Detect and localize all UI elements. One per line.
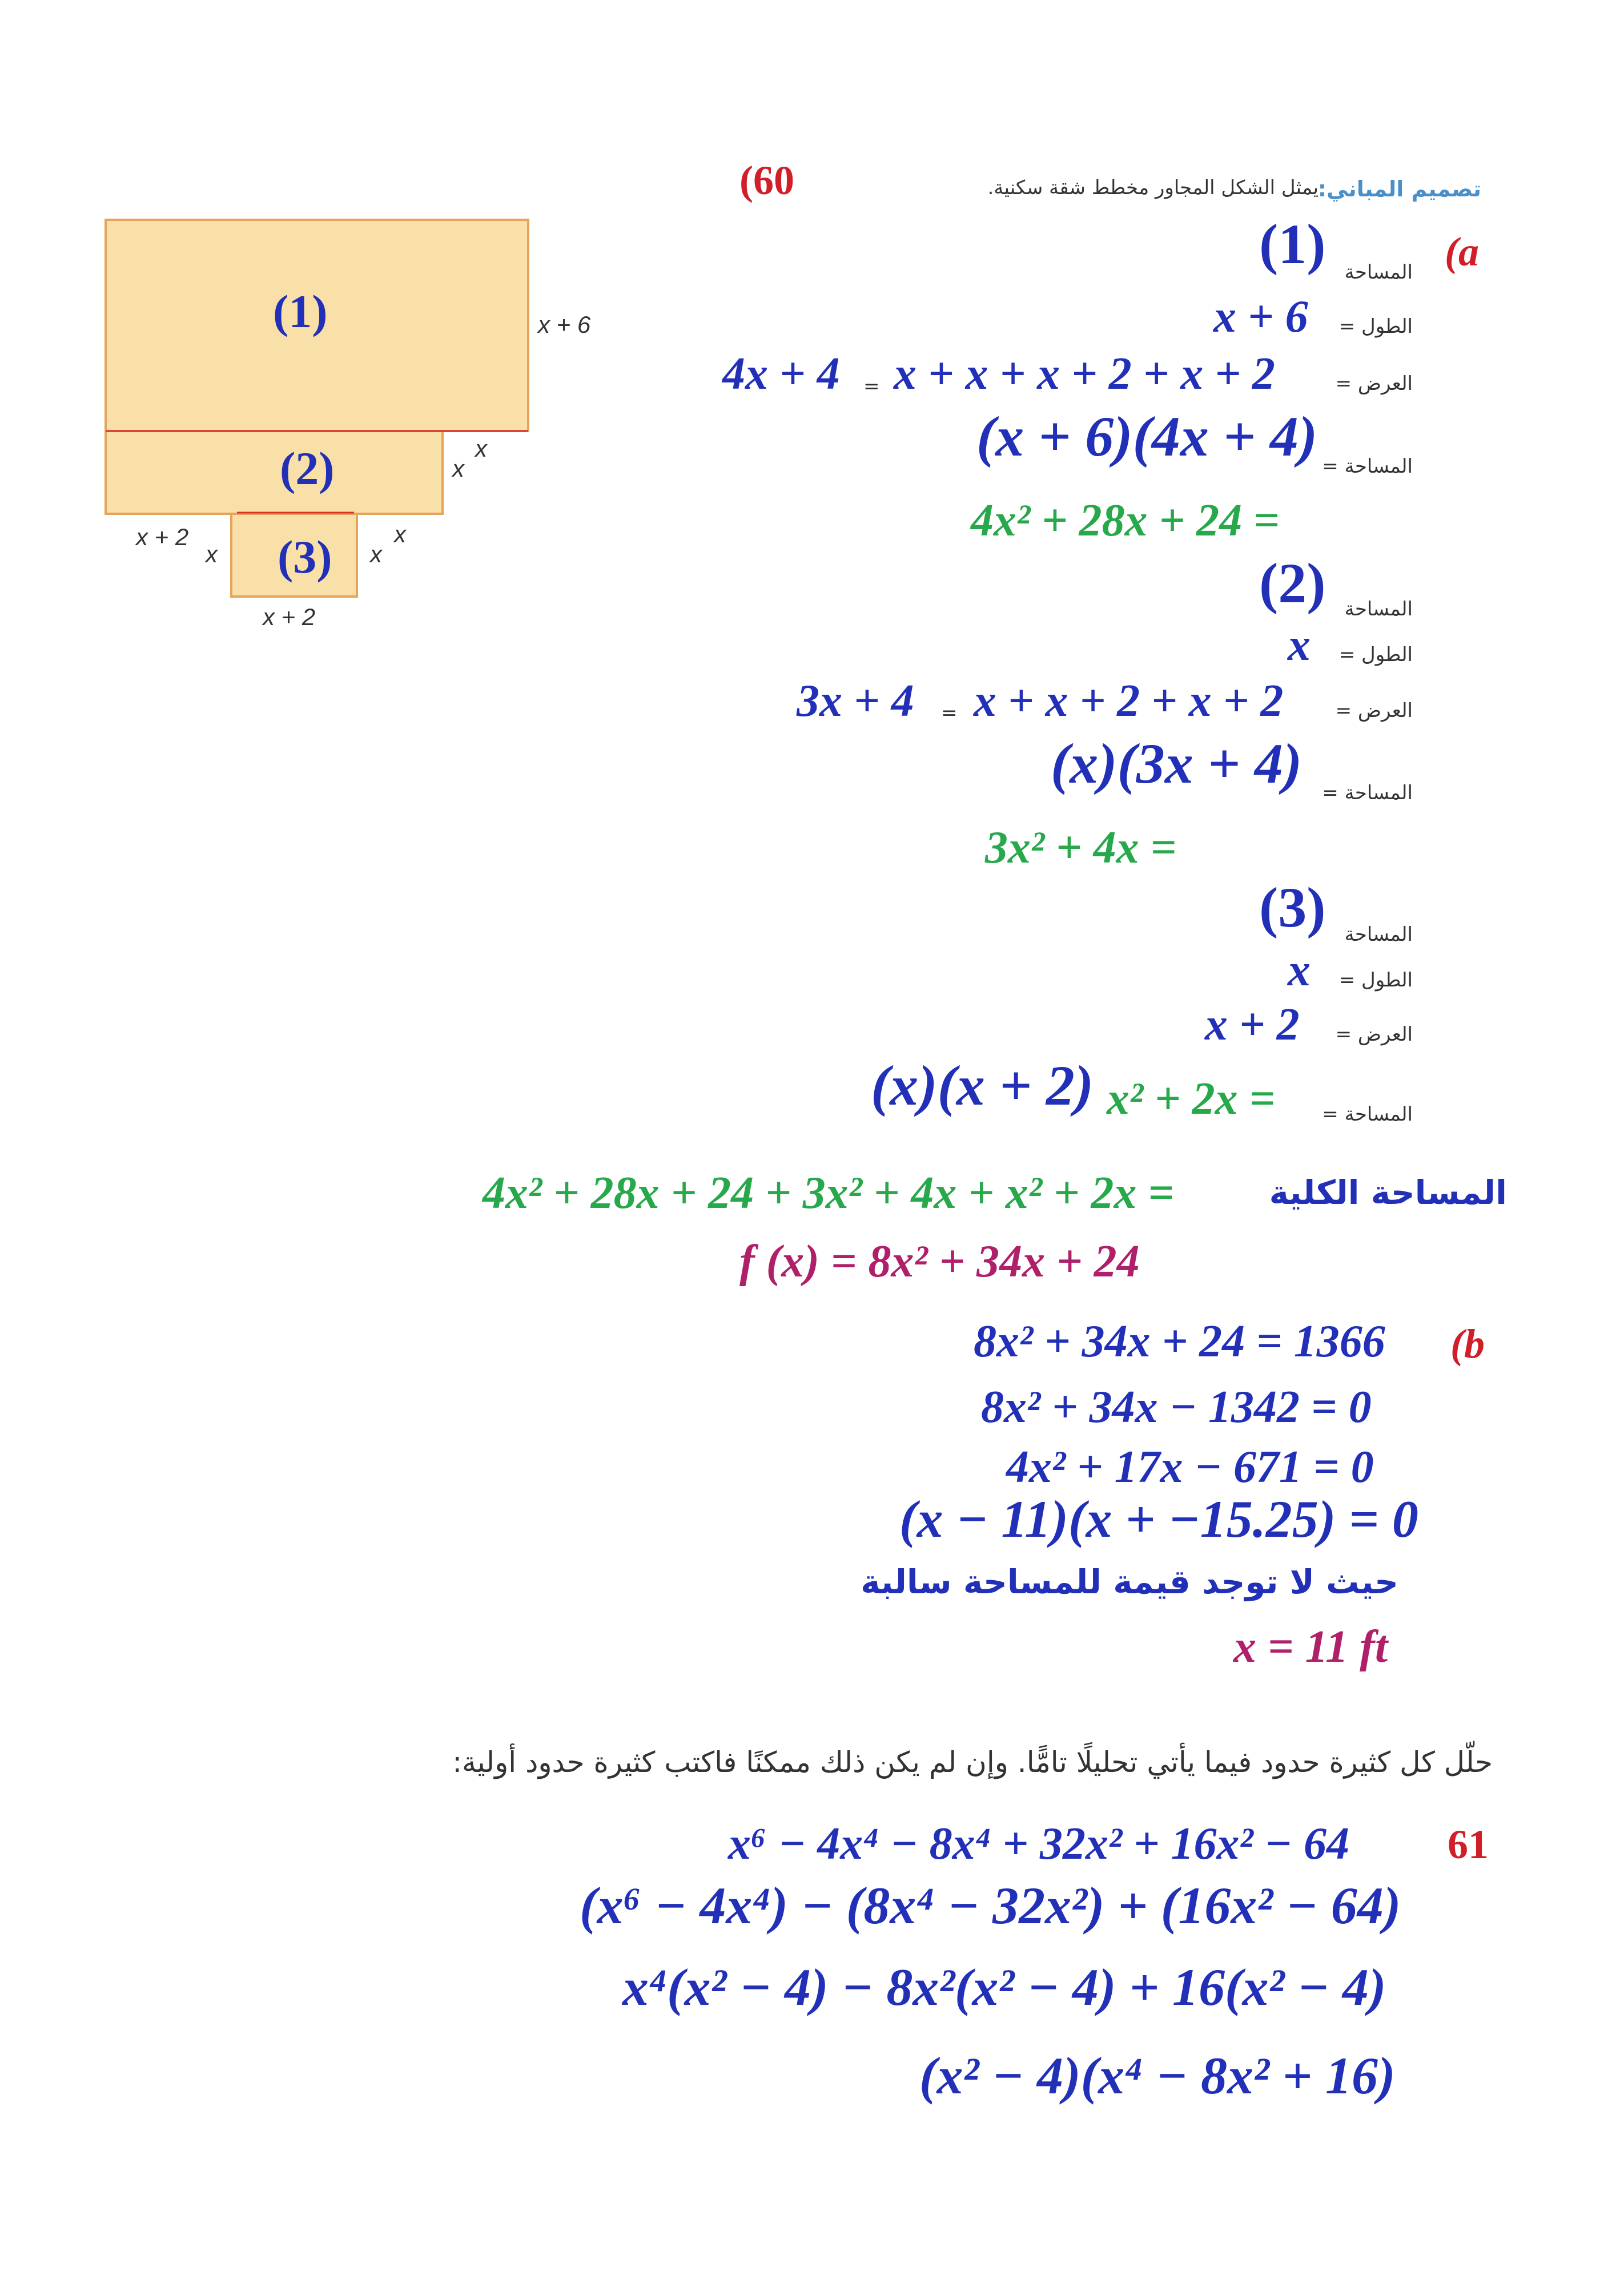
floor-plan-figure bbox=[97, 211, 622, 645]
part-b-step-3: 4x² + 17x − 671 = 0 bbox=[1006, 1442, 1374, 1492]
topic-heading: تصميم المباني: bbox=[1317, 176, 1481, 202]
r2-expanded: 3x² + 4x = bbox=[985, 823, 1177, 873]
p61-step-4: (x² − 4)(x⁴ − 8x² + 16) bbox=[919, 2047, 1396, 2105]
r2-length-label: الطول = bbox=[1338, 643, 1413, 666]
part-b-note: حيث لا توجد قيمة للمساحة سالبة bbox=[861, 1562, 1398, 1601]
p61-step-3: x⁴(x² − 4) − 8x²(x² − 4) + 16(x² − 4) bbox=[622, 1958, 1386, 2016]
factor-instructions: حلّل كل كثيرة حدود فيما يأتي تحليلًا تامًّا. وإن لم يكن ذلك ممكنًا فاكتب كثيرة حدود أولية: bbox=[452, 1746, 1493, 1779]
r3-product-label: المساحة = bbox=[1322, 1103, 1413, 1126]
r3-area-value: (3) bbox=[1259, 876, 1326, 939]
r2-product: (x)(3x + 4) bbox=[1051, 732, 1303, 795]
r1-product: (x + 6)(4x + 4) bbox=[976, 405, 1318, 468]
r2-width-label: العرض = bbox=[1335, 699, 1413, 722]
problem-61-number: 61 bbox=[1448, 1822, 1489, 1867]
r2-area-label: المساحة bbox=[1344, 598, 1413, 621]
dim-x-room3-top: x bbox=[394, 521, 406, 547]
room-1-label: (1) bbox=[273, 285, 328, 337]
r1-length-value: x + 6 bbox=[1213, 292, 1308, 342]
dim-x-plus-2-left: x + 2 bbox=[136, 523, 189, 550]
r1-width-eq: = bbox=[863, 375, 880, 398]
dim-x-room2: x bbox=[452, 455, 464, 482]
p61-step-2: (x⁶ − 4x⁴) − (8x⁴ − 32x²) + (16x² − 64) bbox=[580, 1876, 1401, 1935]
r3-length-value: x bbox=[1288, 945, 1311, 996]
intro-text: يمثل الشكل المجاور مخطط شقة سكنية. bbox=[987, 176, 1319, 199]
r1-width-value: x + x + x + 2 + x + 2 bbox=[894, 349, 1275, 399]
total-area-expr: 4x² + 28x + 24 + 3x² + 4x + x² + 2x = bbox=[483, 1168, 1175, 1218]
r1-expanded: 4x² + 28x + 24 = bbox=[971, 496, 1280, 546]
r1-product-label: المساحة = bbox=[1322, 455, 1413, 478]
p61-step-1: x⁶ − 4x⁴ − 8x⁴ + 32x² + 16x² − 64 bbox=[728, 1819, 1350, 1869]
r3-width-value: x + 2 bbox=[1205, 1000, 1300, 1050]
dim-x-plus-2-bottom: x + 2 bbox=[263, 603, 316, 630]
dim-x-room2-top: x bbox=[475, 435, 487, 462]
part-b-step-1: 8x² + 34x + 24 = 1366 bbox=[974, 1316, 1385, 1367]
part-a-marker: (a bbox=[1445, 229, 1479, 275]
dim-x-plus-6: x + 6 bbox=[538, 311, 591, 338]
r3-expanded: x² + 2x = bbox=[1107, 1074, 1276, 1124]
r2-width-value: x + x + 2 + x + 2 bbox=[974, 676, 1284, 726]
r1-width-label: العرض = bbox=[1335, 372, 1413, 395]
area-function: f (x) = 8x² + 34x + 24 bbox=[739, 1236, 1140, 1287]
r3-length-label: الطول = bbox=[1338, 969, 1413, 992]
r2-product-label: المساحة = bbox=[1322, 782, 1413, 804]
r3-area-label: المساحة bbox=[1344, 923, 1413, 946]
room-2-rect bbox=[106, 431, 443, 514]
r1-area-label: المساحة bbox=[1344, 261, 1413, 284]
r1-length-label: الطول = bbox=[1338, 315, 1413, 338]
r1-area-value: (1) bbox=[1259, 212, 1326, 276]
part-b-answer: x = 11 ft bbox=[1233, 1622, 1388, 1672]
r3-product: (x)(x + 2) bbox=[871, 1054, 1094, 1117]
r1-width-result: 4x + 4 bbox=[722, 349, 840, 399]
part-b-step-2: 8x² + 34x − 1342 = 0 bbox=[981, 1382, 1372, 1432]
dim-x-left: x bbox=[206, 541, 218, 567]
room-3-label: (3) bbox=[278, 531, 332, 583]
room-2-label: (2) bbox=[280, 442, 335, 494]
problem-60-number: (60 bbox=[739, 158, 794, 203]
total-area-label: المساحة الكلية bbox=[1269, 1173, 1507, 1212]
r2-width-result: 3x + 4 bbox=[797, 676, 914, 726]
r2-width-eq: = bbox=[941, 702, 958, 724]
r3-width-label: العرض = bbox=[1335, 1023, 1413, 1046]
r2-length-value: x bbox=[1288, 620, 1311, 670]
dim-x-room3: x bbox=[370, 541, 382, 567]
part-b-step-4: (x − 11)(x + −15.25) = 0 bbox=[899, 1490, 1418, 1548]
r2-area-value: (2) bbox=[1259, 551, 1326, 615]
part-b-marker: (b bbox=[1450, 1321, 1485, 1367]
